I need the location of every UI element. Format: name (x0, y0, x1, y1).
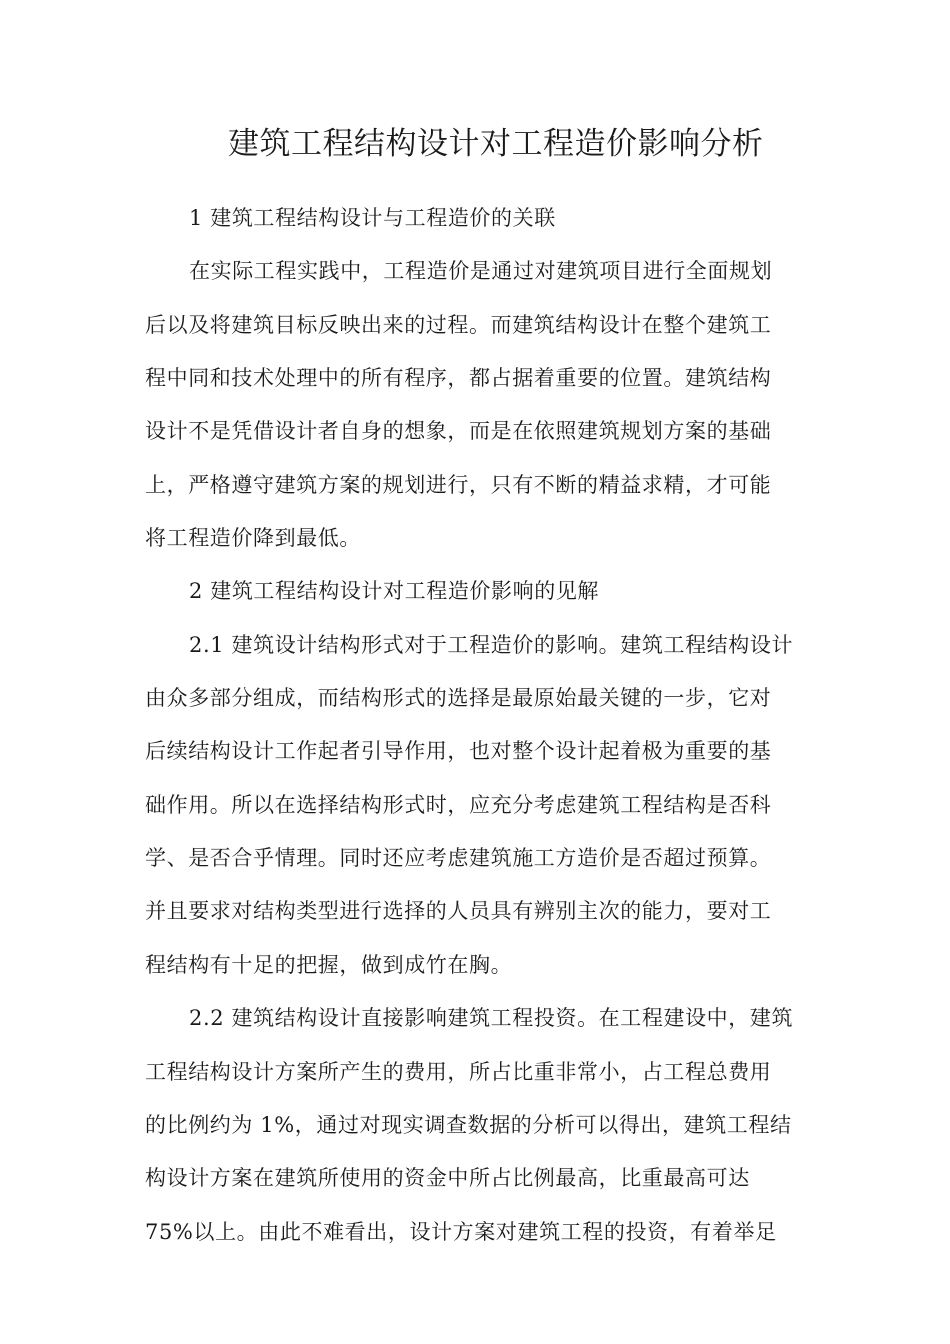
body-line: 学、是否合乎情理。同时还应考虑建筑施工方造价是否超过预算。 (145, 846, 772, 871)
body-line: 由众多部分组成，而结构形式的选择是最原始最关键的一步，它对 (145, 686, 772, 711)
body-line: 后续结构设计工作起者引导作用，也对整个设计起着极为重要的基 (145, 739, 772, 764)
body-line: 2.2 建筑结构设计直接影响建筑工程投资。在工程建设中，建筑 (189, 1006, 794, 1031)
body-line: 后以及将建筑目标反映出来的过程。而建筑结构设计在整个建筑工 (145, 312, 772, 337)
body-line: 础作用。所以在选择结构形式时，应充分考虑建筑工程结构是否科 (145, 792, 772, 817)
section-heading-2: 2 建筑工程结构设计对工程造价影响的见解 (189, 579, 600, 604)
body-line: 在实际工程实践中，工程造价是通过对建筑项目进行全面规划 (189, 259, 773, 284)
body-line: 将工程造价降到最低。 (145, 526, 361, 551)
body-line: 的比例约为 1%，通过对现实调查数据的分析可以得出，建筑工程结 (145, 1112, 792, 1137)
document-title: 建筑工程结构设计对工程造价影响分析 (228, 126, 764, 162)
body-line: 工程结构设计方案所产生的费用，所占比重非常小，占工程总费用 (145, 1059, 772, 1084)
body-line: 程中同和技术处理中的所有程序，都占据着重要的位置。建筑结构 (145, 366, 772, 391)
document-body (145, 192, 807, 1259)
body-line: 构设计方案在建筑所使用的资金中所占比例最高，比重最高可达 (145, 1166, 750, 1191)
body-line: 程结构有十足的把握，做到成竹在胸。 (145, 952, 513, 977)
body-line: 75%以上。由此不难看出，设计方案对建筑工程的投资，有着举足 (145, 1219, 777, 1244)
body-line: 2.1 建筑设计结构形式对于工程造价的影响。建筑工程结构设计 (189, 632, 794, 657)
body-line: 上，严格遵守建筑方案的规划进行，只有不断的精益求精，才可能 (145, 472, 772, 497)
section-heading-1: 1 建筑工程结构设计与工程造价的关联 (189, 206, 556, 230)
body-line: 并且要求对结构类型进行选择的人员具有辨别主次的能力，要对工 (145, 899, 772, 924)
body-line: 设计不是凭借设计者自身的想象，而是在依照建筑规划方案的基础 (145, 419, 772, 444)
